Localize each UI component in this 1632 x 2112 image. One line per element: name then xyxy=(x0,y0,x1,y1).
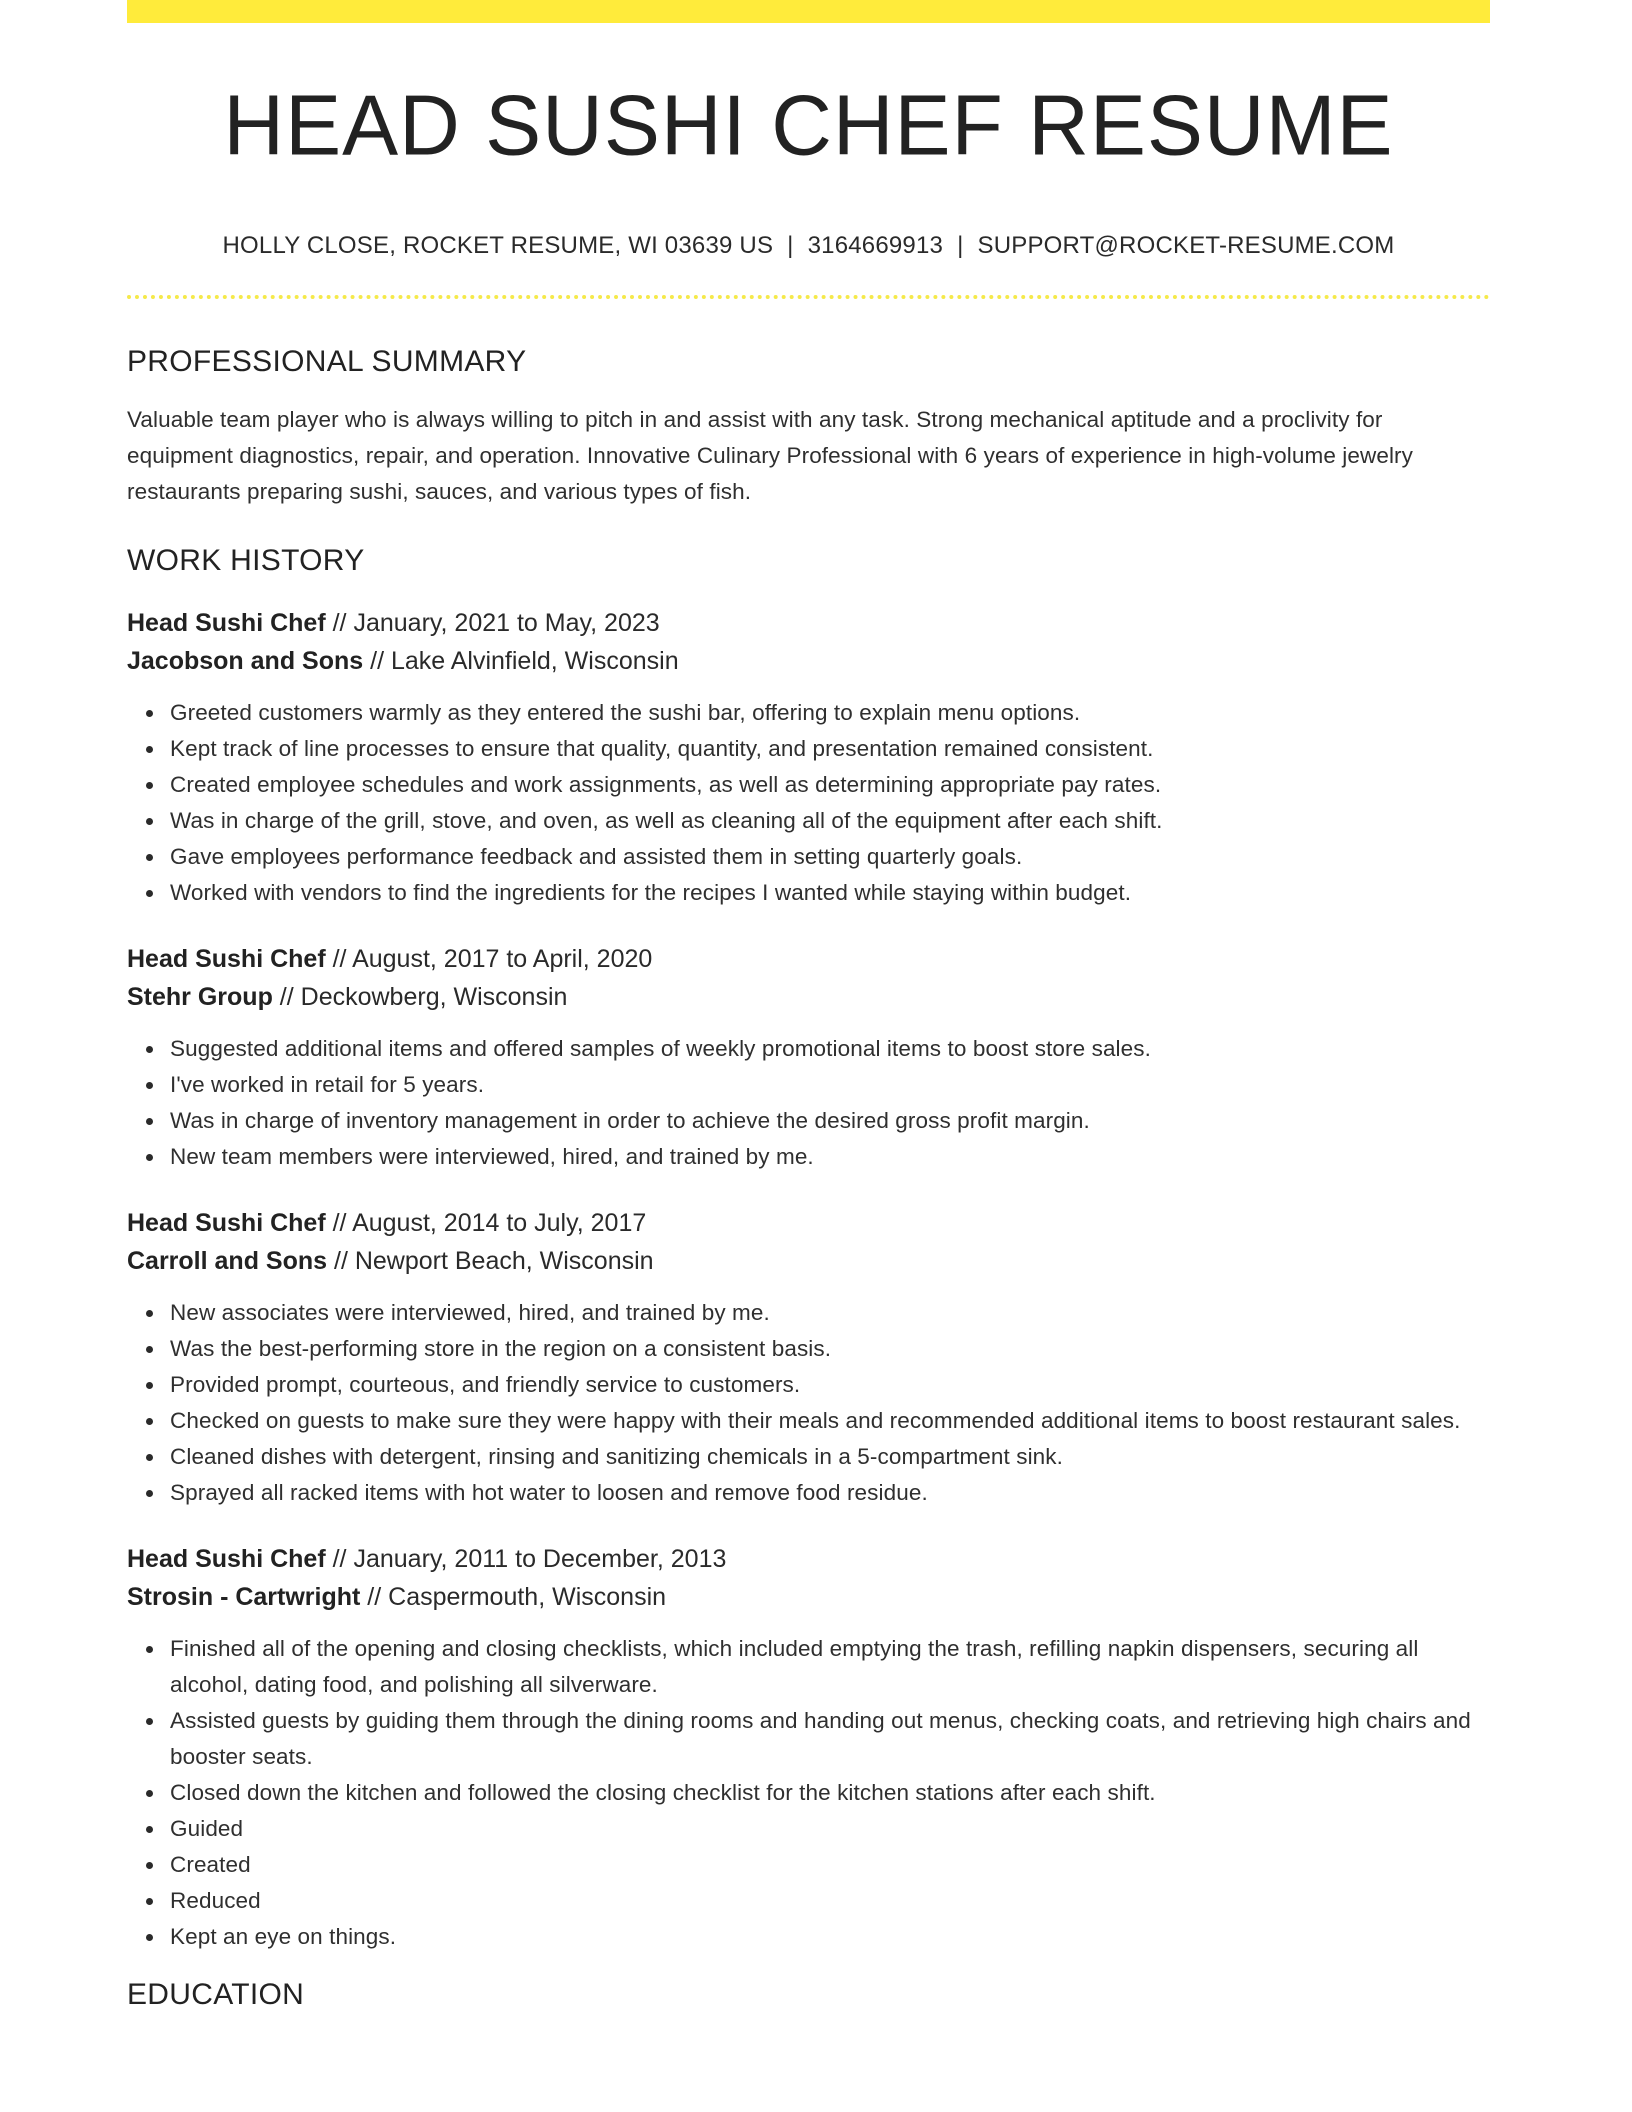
job-duty-item: Checked on guests to make sure they were happy with their meals and recommended additional items to boost restaurant sales. xyxy=(170,1403,1490,1439)
job-location: Caspermouth, Wisconsin xyxy=(388,1583,667,1611)
job-title: Head Sushi Chef xyxy=(127,1209,326,1237)
summary-text: Valuable team player who is always willing to pitch in and assist with any task. Strong mechanical aptitude and a proclivity for equipment diagnostics, repair, and operation. Innovative Culinary Professional with 6 years of experience in high-volume jewelry restaurants preparing sushi, sauces, and various types of fish. xyxy=(127,407,1413,504)
job-separator: // xyxy=(325,1209,353,1237)
job-duty-item: New team members were interviewed, hired, and trained by me. xyxy=(170,1139,1490,1175)
job-entry xyxy=(127,940,1490,1175)
contact-address: HOLLY CLOSE, ROCKET RESUME, WI 03639 US xyxy=(222,232,774,259)
job-duty-item: Gave employees performance feedback and assisted them in setting quarterly goals. xyxy=(170,839,1490,875)
contact-line xyxy=(127,234,1490,258)
job-duty-item: Provided prompt, courteous, and friendly service to customers. xyxy=(170,1367,1490,1403)
job-location: Newport Beach, Wisconsin xyxy=(354,1247,654,1275)
job-duty-item: Closed down the kitchen and followed the closing checklist for the kitchen stations after each shift. xyxy=(170,1775,1490,1811)
job-dates: August, 2017 to April, 2020 xyxy=(352,945,653,973)
job-location: Lake Alvinfield, Wisconsin xyxy=(390,647,679,675)
job-duty-item: I've worked in retail for 5 years. xyxy=(170,1067,1490,1103)
job-duty-item: Kept an eye on things. xyxy=(170,1919,1490,1955)
resume-title: HEAD SUSHI CHEF RESUME xyxy=(223,77,1394,173)
job-duties-list xyxy=(127,695,1490,911)
job-duty-item: Guided xyxy=(170,1811,1490,1847)
job-separator: // xyxy=(325,1545,354,1573)
job-dates: January, 2021 to May, 2023 xyxy=(353,609,660,637)
job-company-line xyxy=(127,1242,1490,1280)
job-separator: // xyxy=(325,609,354,637)
job-duty-item: Cleaned dishes with detergent, rinsing and sanitizing chemicals in a 5-compartment sink. xyxy=(170,1439,1490,1475)
contact-separator: | xyxy=(787,232,794,259)
job-company: Jacobson and Sons xyxy=(127,647,364,675)
job-duty-item: Greeted customers warmly as they entered the sushi bar, offering to explain menu options. xyxy=(170,695,1490,731)
job-duty-item: Sprayed all racked items with hot water to loosen and remove food residue. xyxy=(170,1475,1490,1511)
job-entry xyxy=(127,1540,1490,1955)
job-duty-item: Finished all of the opening and closing checklists, which included emptying the trash, refilling napkin dispensers, securing all alcohol, dating food, and polishing all silverware. xyxy=(170,1631,1490,1703)
job-title-line xyxy=(127,604,1490,642)
job-duty-item: Created xyxy=(170,1847,1490,1883)
job-duty-item: New associates were interviewed, hired, and trained by me. xyxy=(170,1295,1490,1331)
job-duties-list xyxy=(127,1295,1490,1511)
job-separator: // xyxy=(360,1583,389,1611)
job-company-line xyxy=(127,642,1490,680)
job-duty-item: Assisted guests by guiding them through the dining rooms and handing out menus, checking coats, and retrieving high chairs and booster seats. xyxy=(170,1703,1490,1775)
job-separator: // xyxy=(325,945,353,973)
contact-email: SUPPORT@ROCKET-RESUME.COM xyxy=(977,232,1395,259)
job-duty-item: Was in charge of the grill, stove, and oven, as well as cleaning all of the equipment after each shift. xyxy=(170,803,1490,839)
job-title-line xyxy=(127,940,1490,978)
job-duty-item: Reduced xyxy=(170,1883,1490,1919)
job-entry xyxy=(127,1204,1490,1511)
job-title: Head Sushi Chef xyxy=(127,945,326,973)
job-company-line xyxy=(127,978,1490,1016)
job-duty-item: Kept track of line processes to ensure that quality, quantity, and presentation remained consistent. xyxy=(170,731,1490,767)
job-title-line xyxy=(127,1540,1490,1578)
job-duty-item: Worked with vendors to find the ingredients for the recipes I wanted while staying within budget. xyxy=(170,875,1490,911)
dotted-divider xyxy=(127,295,1490,299)
job-company: Strosin - Cartwright xyxy=(127,1583,361,1611)
job-duties-list xyxy=(127,1031,1490,1175)
job-location: Deckowberg, Wisconsin xyxy=(300,983,568,1011)
summary-heading: PROFESSIONAL SUMMARY xyxy=(127,345,527,378)
job-duty-item: Was in charge of inventory management in order to achieve the desired gross profit margin. xyxy=(170,1103,1490,1139)
top-accent-bar xyxy=(127,0,1490,23)
work-history-heading: WORK HISTORY xyxy=(127,544,365,577)
job-title: Head Sushi Chef xyxy=(127,609,326,637)
contact-phone: 3164669913 xyxy=(807,232,944,259)
job-company: Stehr Group xyxy=(127,983,273,1011)
resume-page xyxy=(127,0,1490,2010)
job-title: Head Sushi Chef xyxy=(127,1545,326,1573)
education-heading: EDUCATION xyxy=(127,1978,305,2011)
job-dates: August, 2014 to July, 2017 xyxy=(352,1209,647,1237)
job-duties-list xyxy=(127,1631,1490,1955)
job-duty-item: Created employee schedules and work assignments, as well as determining appropriate pay rates. xyxy=(170,767,1490,803)
job-company-line xyxy=(127,1578,1490,1616)
job-entry xyxy=(127,604,1490,911)
work-history-list xyxy=(127,604,1490,1955)
job-separator: // xyxy=(327,1247,355,1275)
job-separator: // xyxy=(363,647,391,675)
job-duty-item: Suggested additional items and offered samples of weekly promotional items to boost store sales. xyxy=(170,1031,1490,1067)
contact-separator: | xyxy=(957,232,964,259)
job-separator: // xyxy=(272,983,301,1011)
job-title-line xyxy=(127,1204,1490,1242)
job-dates: January, 2011 to December, 2013 xyxy=(353,1545,727,1573)
job-company: Carroll and Sons xyxy=(127,1247,328,1275)
job-duty-item: Was the best-performing store in the region on a consistent basis. xyxy=(170,1331,1490,1367)
